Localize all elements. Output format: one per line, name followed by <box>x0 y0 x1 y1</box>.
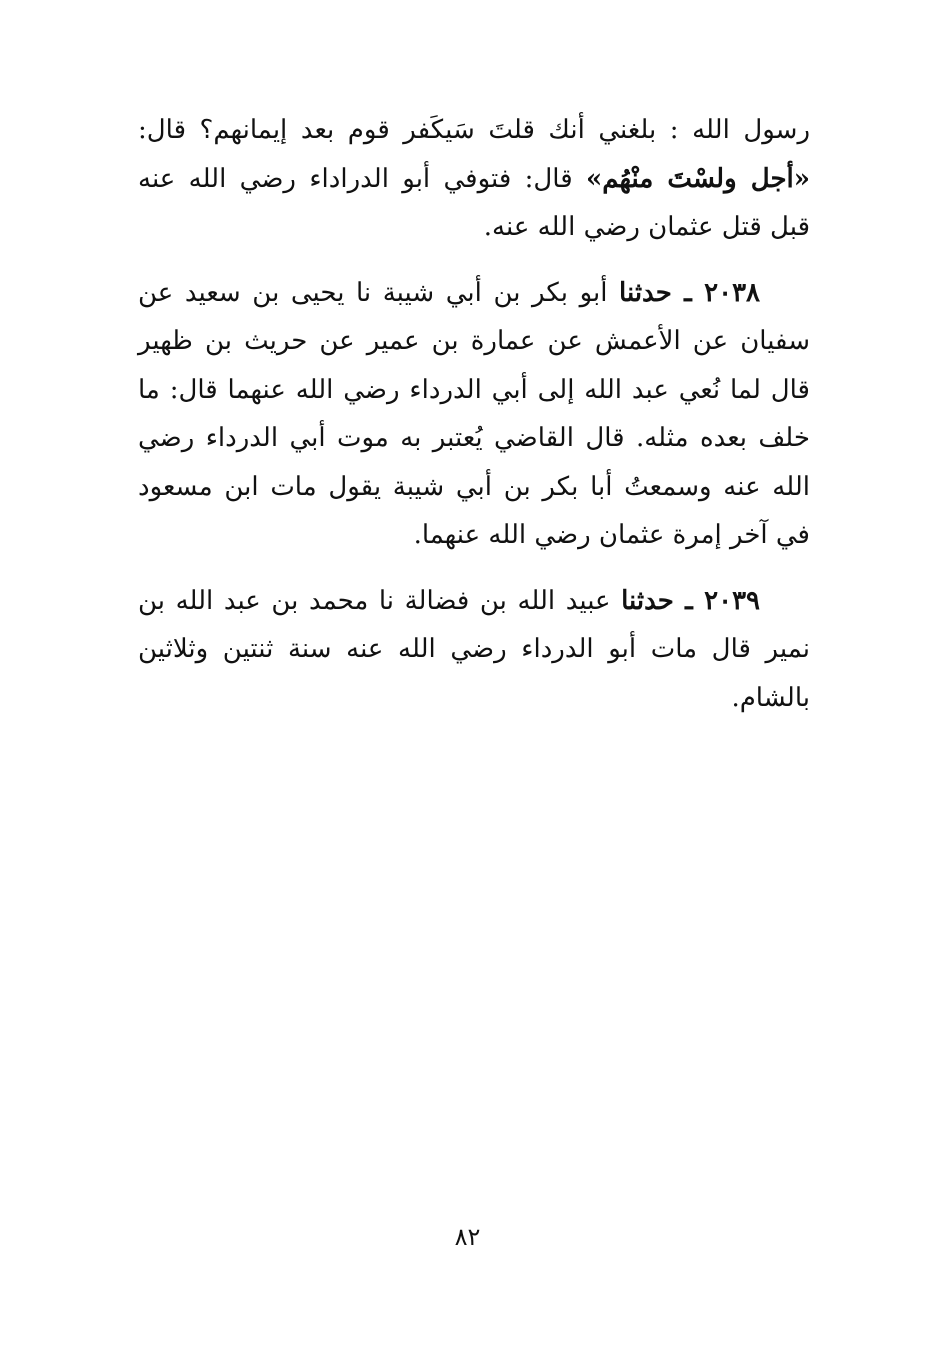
hadith-number: ٢٠٣٨ <box>704 277 760 308</box>
hadith-2039 <box>138 577 810 723</box>
number-separator: ـ <box>673 585 705 616</box>
hadith-text: أبو بكر بن أبي شيبة نا يحيى بن سعيد عن سفيان عن الأعمش عن عمارة بن عمير عن حريث بن ظهير قال لما نُعي عبد الله إلى أبي الدرداء رضي الله عنهما قال: ما خلف بعده مثله. قال القاضي يُعتبر به موت أبي الدرداء رضي الله عنه وسمعتُ أبا بكر بن أبي شيبة يقول مات ابن مسعود في آخر إمرة عثمان رضي الله عنهما. <box>138 277 810 550</box>
hadith-text: عبيد الله بن فضالة نا محمد بن عبد الله بن نمير قال مات أبو الدرداء رضي الله عنه سنة ثنتين وثلاثين بالشام. <box>138 585 810 713</box>
quoted-speech: «أجل ولسْتَ منْهُم» <box>585 163 810 194</box>
narration-keyword: حدثنا <box>619 277 672 308</box>
paragraph-text-end: قال: فتوفي أبو الدراداء رضي الله عنه قبل قتل عثمان رضي الله عنه. <box>138 163 810 242</box>
hadith-number: ٢٠٣٩ <box>704 585 760 616</box>
paragraph-continuation <box>138 106 810 252</box>
number-separator: ـ <box>671 277 705 308</box>
hadith-2038 <box>138 269 810 560</box>
paragraph-text: رسول الله : بلغني أنك قلتَ سَيكَفر قوم بعد إيمانهم؟ قال: <box>138 115 810 145</box>
hadith-text-block <box>138 106 810 739</box>
narration-keyword: حدثنا <box>621 585 674 616</box>
page-number: ٨٢ <box>454 1223 481 1251</box>
